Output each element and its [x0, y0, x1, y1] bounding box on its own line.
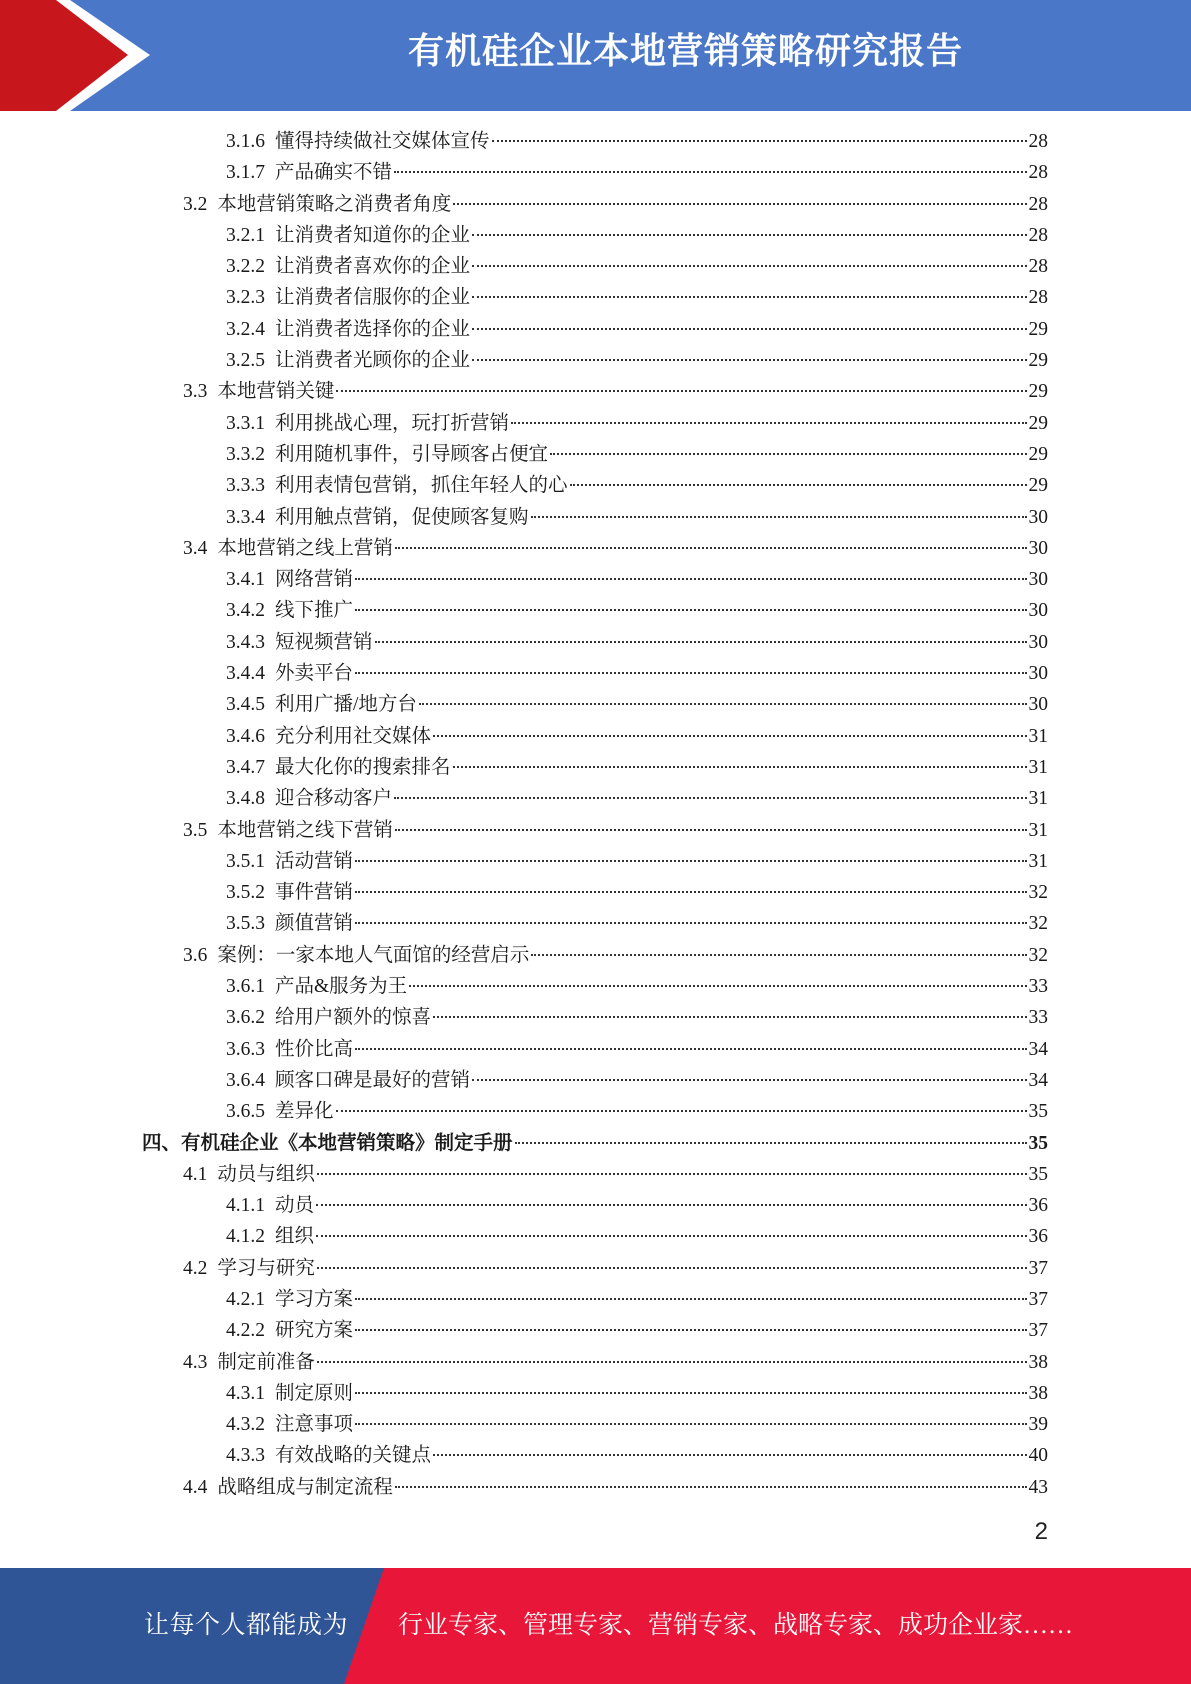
toc-entry-page: 29: [1028, 412, 1048, 434]
toc-entry-title: 事件营销: [275, 882, 354, 904]
toc-entry-title: 外卖平台: [275, 663, 354, 685]
toc-entry[interactable]: [0, 1096, 1191, 1127]
toc-entry-page: 32: [1028, 913, 1048, 935]
toc-entry-number: 3.6.3: [226, 1038, 265, 1060]
table-of-contents: [0, 126, 1191, 1503]
toc-entry-title: 组织: [275, 1226, 315, 1248]
toc-entry-page: 43: [1028, 1476, 1048, 1498]
toc-entry-title: 案例：一家本地人气面馆的经营启示: [217, 944, 530, 966]
toc-entry-page: 31: [1028, 725, 1048, 747]
toc-entry-page: 28: [1028, 287, 1048, 309]
toc-entry[interactable]: [0, 1472, 1191, 1503]
toc-entry[interactable]: [0, 345, 1191, 376]
page-header: [0, 0, 1191, 111]
toc-entry[interactable]: [0, 752, 1191, 783]
page-footer: [0, 1568, 1191, 1684]
toc-entry-page: 39: [1028, 1414, 1048, 1436]
toc-entry-page: 38: [1028, 1351, 1048, 1373]
toc-entry[interactable]: [0, 408, 1191, 439]
toc-entry[interactable]: [0, 1190, 1191, 1221]
toc-entry[interactable]: [0, 439, 1191, 470]
toc-entry[interactable]: [0, 470, 1191, 501]
toc-entry-page: 28: [1028, 162, 1048, 184]
toc-entry-number: 3.4.1: [226, 569, 265, 591]
toc-dot-leader: [316, 1235, 1026, 1237]
toc-entry-title: 短视频营销: [275, 631, 373, 653]
toc-entry-number: 3.1.6: [226, 131, 265, 152]
toc-dot-leader: [570, 484, 1027, 486]
toc-dot-leader: [433, 735, 1026, 737]
toc-entry-title: 差异化: [275, 1101, 334, 1123]
toc-dot-leader: [355, 609, 1026, 611]
toc-entry-page: 32: [1028, 944, 1048, 966]
toc-entry-title: 充分利用社交媒体: [275, 725, 432, 747]
toc-entry-title: 本地营销之线下营销: [217, 819, 393, 841]
toc-entry[interactable]: [0, 627, 1191, 658]
toc-entry[interactable]: [0, 1440, 1191, 1471]
toc-entry-title: 利用触点营销，促使顾客复购: [275, 506, 529, 528]
toc-entry-page: 37: [1028, 1320, 1048, 1342]
toc-dot-leader: [472, 1079, 1026, 1081]
toc-dot-leader: [409, 985, 1026, 987]
toc-dot-leader: [355, 1423, 1026, 1425]
toc-entry-number: 3.5.1: [226, 850, 265, 872]
toc-entry-page: 36: [1028, 1226, 1048, 1248]
toc-dot-leader: [531, 516, 1027, 518]
toc-entry-page: 40: [1028, 1445, 1048, 1467]
toc-dot-leader: [472, 265, 1026, 267]
toc-entry-number: 4.3.3: [226, 1445, 265, 1467]
toc-entry-title: 让消费者信服你的企业: [275, 287, 471, 309]
toc-dot-leader: [531, 954, 1026, 956]
toc-dot-leader: [355, 860, 1026, 862]
toc-entry-number: 3.4: [183, 537, 208, 559]
toc-entry[interactable]: [0, 1128, 1191, 1159]
toc-dot-leader: [395, 547, 1027, 549]
toc-entry[interactable]: [0, 908, 1191, 939]
toc-entry-page: 31: [1028, 819, 1048, 841]
toc-entry[interactable]: [0, 126, 1191, 157]
toc-entry-title: 给用户额外的惊喜: [275, 1007, 432, 1029]
toc-entry[interactable]: [0, 971, 1191, 1002]
toc-entry[interactable]: [0, 846, 1191, 877]
toc-entry-page: 34: [1028, 1069, 1048, 1091]
toc-entry-page: 29: [1028, 381, 1048, 403]
toc-entry-number: 4.1.2: [226, 1226, 265, 1248]
toc-entry-title: 让消费者喜欢你的企业: [275, 256, 471, 278]
toc-entry-page: 35: [1028, 1101, 1048, 1123]
toc-dot-leader: [433, 1016, 1026, 1018]
toc-dot-leader: [394, 171, 1026, 173]
toc-dot-leader: [355, 922, 1026, 924]
toc-entry-title: 本地营销策略之消费者角度: [217, 193, 452, 215]
toc-entry-number: 3.4.8: [226, 788, 265, 810]
toc-entry-title: 顾客口碑是最好的营销: [275, 1069, 471, 1091]
toc-entry-number: 3.3.1: [226, 412, 265, 434]
toc-entry[interactable]: [0, 1409, 1191, 1440]
toc-dot-leader: [355, 1329, 1026, 1331]
toc-entry-number: 3.4.5: [226, 694, 265, 716]
toc-entry-title: 利用随机事件，引导顾客占便宜: [275, 443, 549, 465]
toc-entry[interactable]: [0, 815, 1191, 846]
toc-entry-title: 迎合移动客户: [275, 788, 393, 810]
toc-entry-number: 3.2.3: [226, 287, 265, 309]
toc-entry-title: 动员: [275, 1195, 315, 1217]
toc-entry-number: 3.6.2: [226, 1007, 265, 1029]
toc-entry-number: 3.2.2: [226, 256, 265, 278]
toc-entry-title: 四、有机硅企业《本地营销策略》制定手册: [142, 1132, 513, 1154]
toc-entry-number: 3.4.6: [226, 725, 265, 747]
toc-entry-number: 3.2.4: [226, 318, 265, 340]
toc-entry-title: 让消费者选择你的企业: [275, 318, 471, 340]
toc-entry-title: 利用挑战心理，玩打折营销: [275, 412, 510, 434]
toc-entry-number: 3.4.7: [226, 756, 265, 778]
toc-entry-title: 最大化你的搜索排名: [275, 756, 451, 778]
toc-dot-leader: [395, 1486, 1027, 1488]
toc-dot-leader: [511, 422, 1026, 424]
toc-entry[interactable]: [0, 689, 1191, 720]
toc-dot-leader: [336, 390, 1026, 392]
toc-entry-page: 36: [1028, 1195, 1048, 1217]
toc-entry[interactable]: [0, 1284, 1191, 1315]
toc-entry-title: 活动营销: [275, 850, 354, 872]
toc-entry-page: 30: [1028, 537, 1048, 559]
toc-entry-number: 3.5: [183, 819, 208, 841]
toc-entry-page: 29: [1028, 350, 1048, 372]
toc-entry[interactable]: [0, 502, 1191, 533]
toc-entry-page: 38: [1028, 1382, 1048, 1404]
toc-entry-page: 30: [1028, 506, 1048, 528]
toc-entry[interactable]: [0, 251, 1191, 282]
toc-entry[interactable]: [0, 1347, 1191, 1378]
toc-entry[interactable]: [0, 157, 1191, 188]
toc-entry[interactable]: [0, 658, 1191, 689]
toc-dot-leader: [472, 359, 1026, 361]
toc-dot-leader: [355, 578, 1026, 580]
toc-entry-title: 网络营销: [275, 569, 354, 591]
toc-entry-title: 颜值营销: [275, 913, 354, 935]
toc-entry[interactable]: [0, 189, 1191, 220]
toc-entry-title: 制定原则: [275, 1382, 354, 1404]
toc-entry-title: 注意事项: [275, 1414, 354, 1436]
toc-entry-number: 4.4: [183, 1476, 208, 1498]
toc-entry-page: 33: [1028, 976, 1048, 998]
toc-entry-page: 31: [1028, 850, 1048, 872]
toc-entry-page: 37: [1028, 1257, 1048, 1279]
toc-entry-page: 28: [1028, 131, 1048, 152]
toc-entry-number: 3.6.1: [226, 976, 265, 998]
toc-entry-title: 本地营销关键: [217, 381, 335, 403]
toc-entry-number: 3.2: [183, 193, 208, 215]
toc-entry-page: 28: [1028, 193, 1048, 215]
toc-entry-page: 28: [1028, 256, 1048, 278]
toc-entry-page: 30: [1028, 600, 1048, 622]
toc-entry[interactable]: [0, 564, 1191, 595]
toc-dot-leader: [336, 1110, 1027, 1112]
toc-entry-title: 让消费者知道你的企业: [275, 224, 471, 246]
toc-dot-leader: [375, 641, 1027, 643]
toc-entry-title: 利用广播/地方台: [275, 694, 417, 716]
toc-entry-page: 29: [1028, 318, 1048, 340]
toc-dot-leader: [316, 1204, 1026, 1206]
toc-entry-page: 32: [1028, 882, 1048, 904]
toc-entry-page: 28: [1028, 224, 1048, 246]
toc-entry-number: 3.3.4: [226, 506, 265, 528]
toc-entry-number: 3.4.4: [226, 663, 265, 685]
toc-entry[interactable]: [0, 1221, 1191, 1252]
toc-entry-title: 利用表情包营销，抓住年轻人的心: [275, 475, 568, 497]
toc-entry[interactable]: [0, 721, 1191, 752]
toc-entry-number: 4.2.2: [226, 1320, 265, 1342]
toc-entry-number: 4.3.1: [226, 1382, 265, 1404]
toc-entry[interactable]: [0, 220, 1191, 251]
toc-entry[interactable]: [0, 1002, 1191, 1033]
toc-entry-number: 3.6: [183, 944, 208, 966]
toc-entry-number: 4.2: [183, 1257, 208, 1279]
toc-dot-leader: [394, 797, 1026, 799]
toc-entry-page: 30: [1028, 631, 1048, 653]
toc-entry[interactable]: [0, 533, 1191, 564]
toc-entry-title: 产品&服务为王: [275, 976, 408, 998]
toc-dot-leader: [355, 1392, 1026, 1394]
toc-entry-page: 35: [1028, 1163, 1048, 1185]
toc-entry-page: 37: [1028, 1288, 1048, 1310]
toc-entry-page: 30: [1028, 694, 1048, 716]
toc-entry-title: 学习与研究: [217, 1257, 315, 1279]
toc-entry-number: 3.5.3: [226, 913, 265, 935]
toc-entry-title: 有效战略的关键点: [275, 1445, 432, 1467]
toc-entry-number: 3.1.7: [226, 162, 265, 184]
footer-slogan-right: 行业专家、管理专家、营销专家、战略专家、成功企业家……: [398, 1612, 1074, 1639]
toc-entry[interactable]: [0, 783, 1191, 814]
toc-entry-number: 3.2.5: [226, 350, 265, 372]
toc-entry-page: 33: [1028, 1007, 1048, 1029]
toc-dot-leader: [395, 829, 1027, 831]
toc-dot-leader: [317, 1267, 1027, 1269]
toc-entry-title: 动员与组织: [217, 1163, 315, 1185]
toc-entry-number: 3.4.2: [226, 600, 265, 622]
toc-entry-title: 本地营销之线上营销: [217, 537, 393, 559]
toc-dot-leader: [472, 296, 1026, 298]
toc-entry[interactable]: [0, 376, 1191, 407]
toc-entry-title: 产品确实不错: [275, 162, 393, 184]
toc-entry[interactable]: [0, 1065, 1191, 1096]
toc-entry-page: 35: [1028, 1132, 1048, 1154]
toc-entry[interactable]: [0, 940, 1191, 971]
toc-entry[interactable]: [0, 1034, 1191, 1065]
toc-entry-page: 31: [1028, 756, 1048, 778]
toc-entry-number: 3.3: [183, 381, 208, 403]
toc-dot-leader: [355, 1048, 1026, 1050]
header-arrow-decoration: [0, 0, 170, 111]
toc-entry[interactable]: [0, 1253, 1191, 1284]
toc-entry-page: 29: [1028, 443, 1048, 465]
toc-entry-page: 31: [1028, 788, 1048, 810]
toc-entry-title: 性价比高: [275, 1038, 354, 1060]
document-title: 有机硅企业本地营销策略研究报告: [407, 31, 963, 72]
toc-entry-number: 3.2.1: [226, 224, 265, 246]
toc-entry-page: 30: [1028, 569, 1048, 591]
toc-entry[interactable]: [0, 1315, 1191, 1346]
toc-entry-number: 3.3.2: [226, 443, 265, 465]
toc-entry-title: 懂得持续做社交媒体宣传: [275, 131, 490, 152]
toc-entry-number: 4.3: [183, 1351, 208, 1373]
toc-entry-number: 4.1.1: [226, 1195, 265, 1217]
page-number: 2: [1034, 1518, 1048, 1545]
toc-entry[interactable]: [0, 282, 1191, 313]
toc-dot-leader: [355, 891, 1026, 893]
toc-dot-leader: [355, 672, 1026, 674]
toc-dot-leader: [492, 140, 1027, 142]
toc-dot-leader: [515, 1142, 1027, 1144]
toc-entry[interactable]: [0, 877, 1191, 908]
toc-dot-leader: [317, 1361, 1027, 1363]
toc-entry-page: 29: [1028, 475, 1048, 497]
toc-entry-number: 4.1: [183, 1163, 208, 1185]
toc-dot-leader: [550, 453, 1026, 455]
toc-dot-leader: [433, 1454, 1026, 1456]
footer-slogan-left: 让每个人都能成为: [144, 1612, 349, 1639]
toc-dot-leader: [453, 203, 1026, 205]
toc-entry[interactable]: [0, 595, 1191, 626]
toc-entry-number: 3.4.3: [226, 631, 265, 653]
toc-dot-leader: [419, 703, 1027, 705]
toc-entry-number: 4.3.2: [226, 1414, 265, 1436]
toc-entry-title: 制定前准备: [217, 1351, 315, 1373]
toc-entry[interactable]: [0, 1378, 1191, 1409]
toc-entry-number: 4.2.1: [226, 1288, 265, 1310]
toc-entry-title: 研究方案: [275, 1320, 354, 1342]
toc-dot-leader: [355, 1298, 1026, 1300]
toc-dot-leader: [453, 766, 1027, 768]
toc-entry-number: 3.3.3: [226, 475, 265, 497]
toc-entry-number: 3.6.5: [226, 1101, 265, 1123]
toc-entry-title: 学习方案: [275, 1288, 354, 1310]
toc-dot-leader: [472, 234, 1026, 236]
toc-entry-page: 34: [1028, 1038, 1048, 1060]
toc-entry-title: 让消费者光顾你的企业: [275, 350, 471, 372]
toc-entry-title: 战略组成与制定流程: [217, 1476, 393, 1498]
toc-entry-number: 3.5.2: [226, 882, 265, 904]
toc-entry-number: 3.6.4: [226, 1069, 265, 1091]
toc-dot-leader: [317, 1173, 1027, 1175]
toc-dot-leader: [472, 328, 1026, 330]
toc-entry[interactable]: [0, 314, 1191, 345]
toc-entry-title: 线下推广: [275, 600, 354, 622]
toc-entry[interactable]: [0, 1159, 1191, 1190]
toc-entry-page: 30: [1028, 663, 1048, 685]
